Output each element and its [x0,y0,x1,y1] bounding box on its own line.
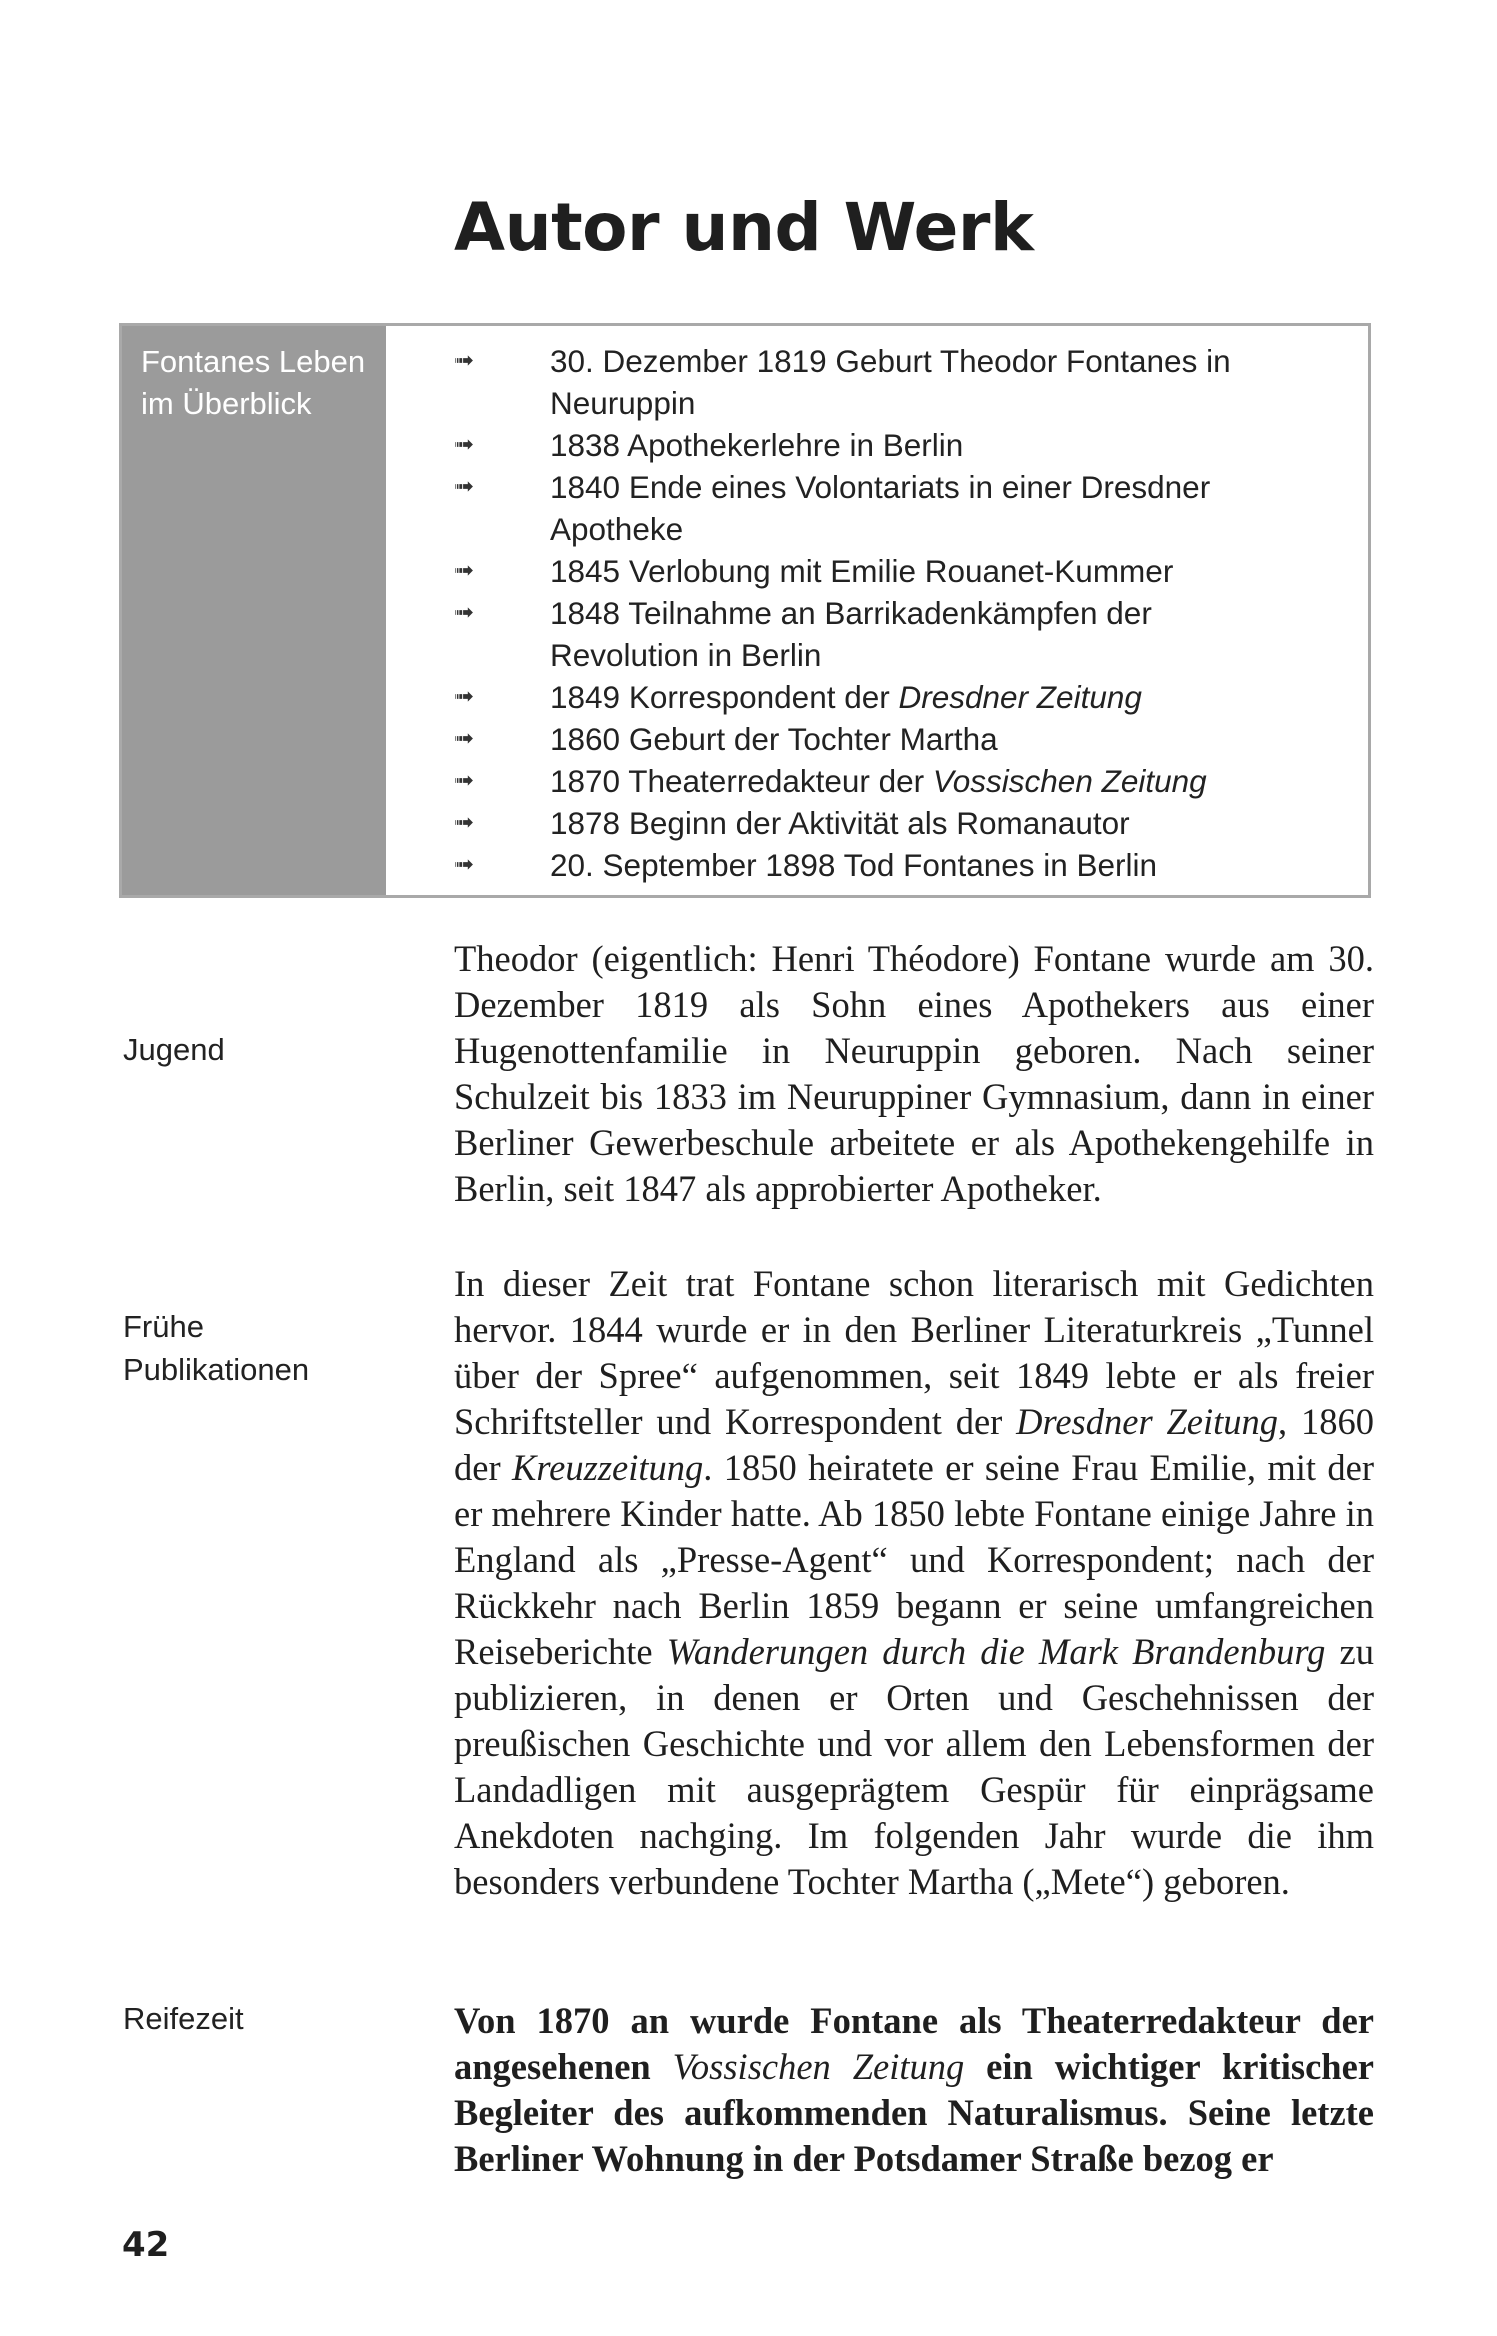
timeline-item [454,676,1274,718]
timeline-item [454,550,1274,592]
timeline-item-text [550,343,1231,421]
arrow-icon: ➟ [454,347,475,374]
timeline-item [454,802,1274,844]
text-run: ein wichtiger kritischer Begleiter des aufkommenden Naturalismus. Seine letzte Berliner Wohnung in der Potsdamer Straße bezog er [454,2046,1374,2179]
timeline-item-text [550,847,1157,883]
paragraph-youth [454,936,1374,1212]
italic-title: Dresdner Zeitung [1016,1401,1279,1442]
page-number: 42 [122,2225,170,2265]
timeline-item-text [550,427,963,463]
arrow-icon: ➟ [454,683,475,710]
arrow-icon: ➟ [454,809,475,836]
text-run: 1870 Theaterredakteur der [550,763,933,799]
text-run: Von 1870 an wurde Fontane als Theaterredakteur der angesehenen [454,2000,1374,2087]
paragraph-mature-period [454,1998,1374,2182]
italic-title: Dresdner Zeitung [898,679,1142,715]
text-run: 20. September 1898 Tod Fontanes in Berlin [550,847,1158,883]
margin-note-mature-period: Reifezeit [123,2001,244,2036]
arrow-icon: ➟ [454,473,475,500]
text-run: zu publizieren, in denen er Orten und Geschehnissen der preußischen Geschichte und vor allem den Lebensformen der Landadligen mit ausgeprägtem Gespür für einprägsame Anekdoten nachging. Im folgenden Jahr wurde die ihm besonders verbundene Tochter Martha („Mete“) geboren. [454,1631,1374,1902]
text-run: Theodor (eigentlich: Henri Théodore) Fontane wurde am 30. Dezember 1819 als Sohn eines Apothekers aus einer Hugenottenfamilie in Neuruppin geboren. Nach seiner Schulzeit bis 1833 im Neuruppiner Gymnasium, dann in einer Berliner Gewerbeschule arbeitete er als Apothekengehilfe in Berlin, seit 1847 als approbierter Apotheker. [454,938,1374,1209]
margin-note-early-publications: Frühe Publikationen [123,1309,310,1387]
timeline-item [454,760,1274,802]
text-run: 30. Dezember 1819 Geburt Theodor Fontanes in Neuruppin [550,343,1231,421]
text-run: , 1860 der [454,1401,1374,1488]
page-title: Autor und Werk [454,189,1034,266]
paragraph-early-publications [454,1261,1374,1905]
italic-title: Wanderungen durch die Mark Brandenburg [666,1631,1326,1672]
text-run: 1845 Verlobung mit Emilie Rouanet-Kummer [550,553,1174,589]
text-run: . 1850 heiratete er seine Frau Emilie, mit der er mehrere Kinder hatte. Ab 1850 lebte Fontane einige Jahre in England als „Presse-Agent“ und Korrespondent; nach der Rückkehr nach Berlin 1859 begann er seine umfangreichen Reiseberichte [454,1447,1374,1672]
arrow-icon: ➟ [454,557,475,584]
timeline-item [454,592,1274,676]
margin-note-youth: Jugend [123,1032,225,1067]
timeline-item-text [550,595,1152,673]
timeline-item-text [550,763,1207,799]
timeline-item [454,424,1274,466]
text-run: 1838 Apothekerlehre in Berlin [550,427,964,463]
text-run: 1860 Geburt der Tochter Martha [550,721,998,757]
text-run: 1848 Teilnahme an Barrikadenkämpfen der Revolution in Berlin [550,595,1152,673]
timeline-item-text [550,679,1142,715]
arrow-icon: ➟ [454,599,475,626]
overview-box [119,323,1371,898]
timeline-list [454,340,1274,886]
italic-title: Vossischen Zeitung [932,763,1207,799]
text-run: 1849 Korrespondent der [550,679,899,715]
arrow-icon: ➟ [454,725,475,752]
timeline-item [454,718,1274,760]
overview-label: Fontanes Leben im Überblick [141,344,366,421]
overview-sidebar [122,326,386,895]
italic-title: Kreuzzeitung [511,1447,704,1488]
arrow-icon: ➟ [454,431,475,458]
text-run: 1840 Ende eines Volontariats in einer Dresdner Apotheke [550,469,1211,547]
timeline-item-text [550,469,1210,547]
timeline-item [454,340,1274,424]
text-run: 1878 Beginn der Aktivität als Romanautor [550,805,1130,841]
text-run: In dieser Zeit trat Fontane schon literarisch mit Gedichten hervor. 1844 wurde er in den Berliner Literaturkreis „Tunnel über der Spree“ aufgenommen, seit 1849 lebte er als freier Schriftsteller und Korrespondent der [454,1263,1374,1442]
timeline-item [454,844,1274,886]
italic-title: Vossischen Zeitung [672,2046,965,2087]
arrow-icon: ➟ [454,767,475,794]
timeline-item-text [550,721,998,757]
timeline-item [454,466,1274,550]
timeline-item-text [550,553,1173,589]
arrow-icon: ➟ [454,851,475,878]
timeline-item-text [550,805,1130,841]
